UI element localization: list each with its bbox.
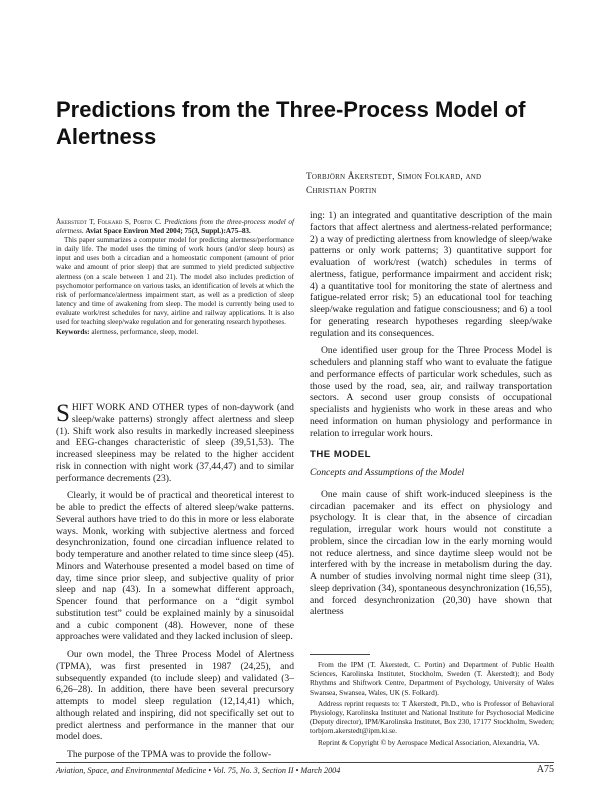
paragraph-text: types of non-daywork (and sleep/wake patterns) strongly affect alertness and sleep (1). Shift work also results in markedly increased sleepiness and EEG-changes characteristic of sleep (39,51,53). The increased sleepiness may be related to the higher accident risk in connection with night work (37,44,47) and to similar performance decrements (23).	[56, 402, 294, 484]
author-line: Torbjörn Åkerstedt, Simon Folkard, and	[306, 172, 482, 182]
keywords-label: Keywords:	[56, 328, 90, 337]
body-paragraph: The purpose of the TPMA was to provide the follow-	[67, 749, 272, 760]
citation-authors: Åkerstedt T, Folkard S, Portin C.	[56, 218, 162, 226]
footnote-copyright: Reprint & Copyright © by Aerospace Medical Association, Alexandria, VA.	[318, 737, 540, 747]
body-paragraph: Clearly, it would be of practical and theoretical interest to be able to predict the effects of altered sleep/wake patterns. Several authors have tried to do this in more or less elaborate ways. Monk, working with subjective alertness and forced desynchronization, found one circadian influence related to body temperature and another related to time since sleep (45). Minors and Waterhouse presented a model based on time of day, time since prior sleep, and subjective quality of prior sleep and nap (43). In a somewhat different approach, Spencer found that performance on a “digit symbol substitution test” could be explained mainly by a sinusoidal and a cubic component (48). However, none of these approaches were validated and they lacked inclusion of sleep.	[56, 490, 294, 643]
body-paragraph: Our own model, the Three Process Model of Alertness (TPMA), was first presented in 1987 (24,25), and subsequently expanded (to include sleep) and validated (3–6,26–28). In addition, there have been several precursory attempts to model sleep regulation (12,14,41) which, although related and inspiring, did not specifically set out to predict alertness and performance in the manner that our model does.	[56, 649, 294, 743]
section-heading: THE MODEL	[310, 449, 371, 461]
author-line: Christian Portin	[306, 186, 377, 196]
body-paragraph: One main cause of shift work-induced sleepiness is the circadian pacemaker and its effect on physiology and psychology. It is clear that, in the absence of circadian regulation, irregular work hours would not constitute a problem, since the circadian low in the early morning would not reduce alertness, and since daytime sleep would not be interfered with by the increase in metabolism during the day. A number of studies involving normal night time sleep (31), sleep deprivation (34), spontaneous desynchronization (16,55), and forced desynchronization (20,30) have shown that alertness	[310, 488, 552, 618]
keywords-list: alertness, performance, sleep, model.	[91, 328, 199, 337]
page-number: A75	[536, 764, 554, 775]
abstract-text: This paper summarizes a computer model for predicting alertness/performance in daily life. The model uses the timing of work hours (and/or sleep hours) as input and uses both a circadian and a homeostatic component (amount of prior wake and amount of prior sleep) that are summed to yield predicted subjective alertness (on a scale between 1 and 21). The model also includes prediction of psychomotor performance on various tasks, an identification of levels at which the risk of performance/alertness impairment start, as well as a prediction of sleep latency and time of awakening from sleep. The model is currently being used to evaluate work/rest schedules for navy, airline and railway applications. It is also used for teaching sleep/wake regulation and for generating research hypotheses.	[56, 236, 294, 327]
dropcap: S	[56, 400, 70, 427]
body-paragraph: One identified user group for the Three Process Model is schedulers and planning staff who want to evaluate the fatigue and performance effects of particular work schedules, such as those used by the road, sea, air, and railway transportation sectors. A second user group consists of occupational specialists and hygienists who work in these areas and who need information on human physiology and performance in relation to irregular work hours.	[310, 345, 552, 439]
footer-rule	[56, 762, 554, 763]
subsection-heading: Concepts and Assumptions of the Model	[310, 467, 465, 478]
citation-title: Predictions from the three-process model of alertness.	[56, 218, 294, 236]
abstract	[56, 218, 294, 337]
footnote-reprints: Address reprint requests to: T Åkerstedt, Ph.D., who is Professor of Behavioral Physiology, Karolinska Institutet and National Institute for Psychosocial Medicine (Deputy director), IPM/Karolinska Institutet, Box 230, 17177 Stockholm, Sweden; torbjorn.akerstedt@ipm.ki.se.	[310, 698, 554, 736]
article-title: Predictions from the Three-Process Model of Alertness	[56, 97, 526, 149]
left-column-body	[56, 402, 294, 767]
right-column-body	[310, 210, 552, 624]
citation-journal: Aviat Space Environ Med 2004; 75(3, Suppl.):A75–83.	[85, 227, 251, 236]
abstract-keywords	[56, 328, 294, 337]
footnote-affiliation: From the IPM (T. Åkerstedt, C. Portin) and Department of Public Health Sciences, Karolinska Institutet, Stockholm, Sweden (T. Åkerstedt); and Body Rhythms and Shiftwork Centre, Department of Psychology, University of Wales Swansea, Swansea, Wales, UK (S. Folkard).	[310, 660, 554, 697]
lead-in: HIFT WORK AND OTHER	[71, 402, 185, 413]
footnotes	[310, 660, 554, 749]
footnote-rule	[310, 654, 370, 655]
journal-footer: Aviation, Space, and Environmental Medicine • Vol. 75, No. 3, Section II • March 2004	[56, 766, 341, 775]
author-list	[306, 170, 556, 198]
abstract-citation	[56, 218, 294, 236]
body-paragraph: ing: 1) an integrated and quantitative description of the main factors that affect alertness and alertness-related performance; 2) a way of predicting alertness from knowledge of sleep/wake patterns or only work patterns; 3) quantitative support for evaluation of work/rest (watch) schedules in terms of alertness, fatigue, performance impairment and accident risk; 4) a quantitative tool for monitoring the state of alertness and fatigue-related error risk; 5) an educational tool for teaching sleep/wake regulation and fatigue consciousness; and 6) a tool for generating research hypotheses regarding sleep/wake regulation and its consequences.	[310, 210, 552, 339]
body-paragraph	[56, 402, 294, 484]
